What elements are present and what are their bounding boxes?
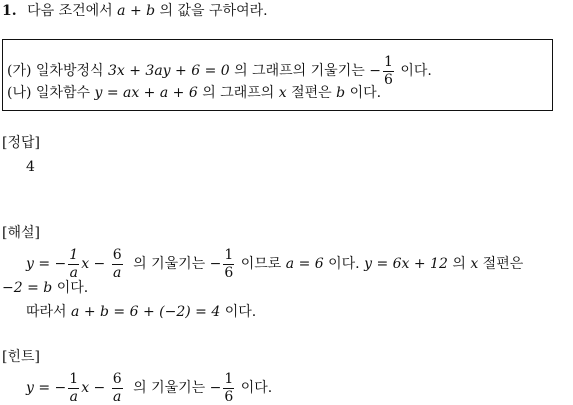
expl-text-3: 이다. (328, 256, 360, 273)
condition-na-middle2: 절편은 (291, 85, 332, 101)
condition-ga-end: 이다. (400, 63, 432, 80)
explanation-line-2 (2, 281, 88, 295)
expl-fraction-3 (223, 248, 234, 280)
expl-sign: − (209, 256, 222, 273)
question-expr: a + b (117, 3, 156, 19)
fraction-numerator: 6 (112, 247, 122, 263)
fraction-denominator: 6 (383, 71, 393, 88)
hint-text-2: 이다. (240, 380, 273, 397)
condition-ga-fraction (383, 55, 394, 87)
fraction-denominator: a (69, 264, 78, 281)
condition-na-middle: 의 그래프의 (202, 85, 275, 101)
expl-var: x (470, 256, 479, 273)
hint-text-1: 의 기울기는 (133, 380, 206, 397)
expl-mid: x − (81, 256, 106, 273)
expl-text-4: 의 (452, 256, 466, 273)
condition-ga-sign: − (369, 63, 381, 80)
fraction-denominator: 6 (224, 264, 234, 281)
hint-sign: − (209, 380, 222, 397)
fraction-numerator: 1 (383, 54, 393, 70)
fraction-numerator: 1 (69, 371, 79, 387)
fraction-denominator: a (69, 388, 78, 405)
question-text-pre: 다음 조건에서 (27, 3, 113, 19)
condition-na-var: x (278, 85, 287, 101)
condition-ga (7, 55, 432, 87)
fraction-numerator: 1 (69, 247, 79, 263)
fraction-denominator: a (113, 388, 122, 405)
condition-na-equation: y = ax + a + 6 (94, 85, 198, 101)
expl-line2-text: 이다. (56, 280, 89, 296)
fraction-denominator: 6 (224, 388, 234, 405)
hint-fraction-1 (68, 372, 79, 404)
expl-line3-text-2: 이다. (224, 304, 257, 320)
condition-na-end: 이다. (349, 85, 382, 101)
fraction-numerator: 6 (112, 371, 122, 387)
explanation-line-3 (26, 305, 256, 319)
hint-label: [힌트] (2, 349, 40, 365)
hint-fraction-3 (223, 372, 234, 404)
expl-line3-eq: a + b = 6 + (−2) = 4 (71, 304, 221, 320)
fraction-numerator: 1 (224, 247, 234, 263)
expl-eq-2: y = 6x + 12 (364, 256, 448, 273)
hint-line (26, 372, 272, 404)
condition-na (7, 86, 381, 100)
expl-lhs: y = − (26, 256, 67, 273)
question-text-post: 의 값을 구하여라. (159, 3, 268, 19)
condition-na-label: (나) 일차함수 (7, 85, 90, 101)
expl-text-1: 의 기울기는 (133, 256, 206, 273)
answer-label: [정답] (2, 135, 40, 151)
expl-fraction-2 (112, 248, 123, 280)
hint-lhs: y = − (26, 380, 67, 397)
fraction-denominator: a (113, 264, 122, 281)
condition-na-var2: b (336, 85, 346, 101)
question-number: 1. (2, 3, 17, 19)
question-line (2, 4, 268, 18)
hint-fraction-2 (112, 372, 123, 404)
condition-ga-middle: 의 그래프의 기울기는 (234, 63, 365, 80)
expl-text-5: 절편은 (482, 256, 524, 273)
expl-eq-1: a = 6 (285, 256, 324, 273)
expl-fraction-1 (68, 248, 79, 280)
condition-ga-equation: 3x + 3ay + 6 = 0 (107, 63, 230, 80)
expl-line2-eq: −2 = b (2, 280, 53, 296)
hint-mid: x − (81, 380, 106, 397)
fraction-numerator: 1 (224, 371, 234, 387)
answer-value: 4 (26, 159, 35, 175)
explanation-label: [해설] (2, 225, 40, 241)
explanation-line-1 (26, 248, 523, 280)
condition-ga-label: (가) 일차방정식 (7, 63, 104, 80)
expl-text-2: 이므로 (240, 256, 282, 273)
expl-line3-text-1: 따라서 (26, 304, 67, 320)
